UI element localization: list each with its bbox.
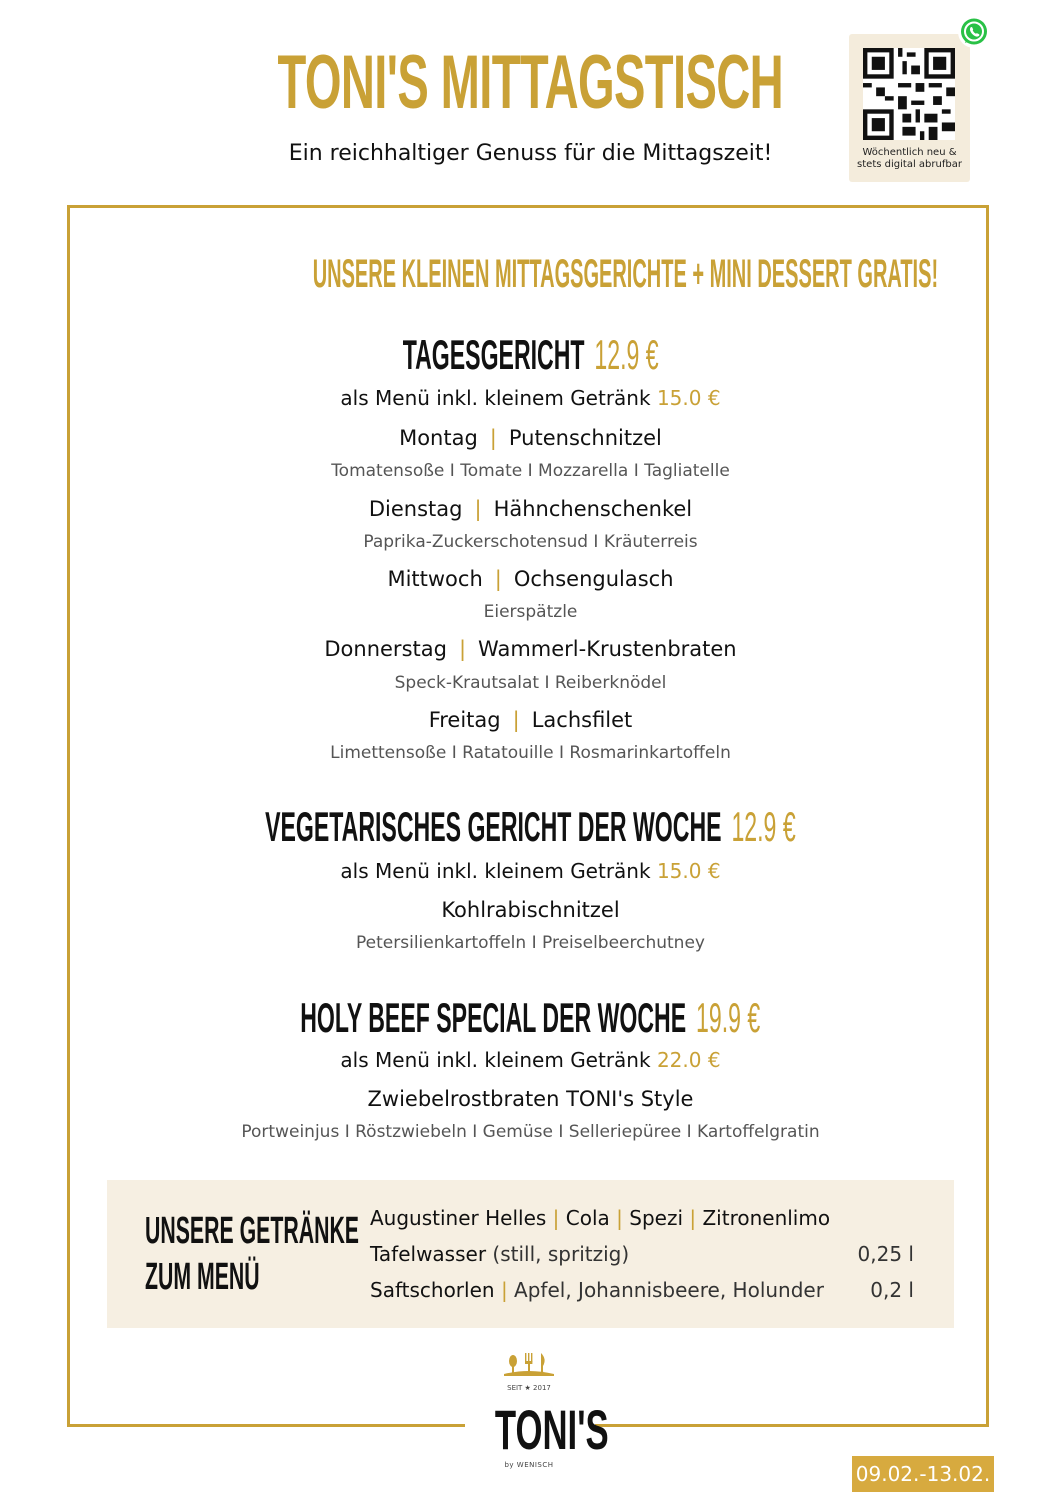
tagesgericht-menu-text: als Menü inkl. kleinem Getränk [340,386,651,410]
dish-label: Wammerl-Krustenbraten [478,637,737,661]
dish-label: Ochsengulasch [513,567,674,591]
day-label: Dienstag [368,497,463,521]
drink-item: Tafelwasser [370,1242,487,1266]
drink-size: 0,25 l [857,1242,914,1266]
holybeef-menu-text: als Menü inkl. kleinem Getränk [340,1048,651,1072]
day-dish-line: Mittwoch | Ochsengulasch [387,567,674,591]
vegetarisch-dish: Kohlrabischnitzel [441,898,620,922]
dish-sides: Paprika-Zuckerschotensud I Kräuterreis [363,532,698,552]
holybeef-sides: Portweinjus I Röstzwiebeln I Gemüse I Selleriepüree I Kartoffelgratin [241,1122,820,1142]
holybeef-menu-price: 22.0 € [656,1048,721,1072]
promo-banner-text: UNSERE KLEINEN MITTAGSGERICHTE + MINI DESSERT GRATIS! [312,252,939,296]
vegetarisch-menu-text: als Menü inkl. kleinem Getränk [340,859,651,883]
day-label: Donnerstag [324,637,447,661]
drink-item: Zitronenlimo [702,1206,831,1230]
page-subtitle: Ein reichhaltiger Genuss für die Mittagszeit! [288,141,773,166]
tagesgericht-menu-price: 15.0 € [656,386,721,410]
page-title: TONI'S MITTAGSTISCH [277,40,784,125]
section-holybeef-heading [0,993,1061,1052]
section-tagesgericht-heading [0,330,1061,389]
section-vegetarisch-heading [0,802,1061,861]
dish-sides: Tomatensoße I Tomate I Mozzarella I Tagliatelle [331,461,730,481]
drink-detail: (still, spritzig) [492,1242,630,1266]
drink-item: Cola [565,1206,610,1230]
qr-caption: Wöchentlich neu & stets digital abrufbar [857,147,962,170]
day-dish-line: Montag | Putenschnitzel [399,426,662,450]
day-label: Freitag [428,708,501,732]
vegetarisch-title: VEGETARISCHES GERICHT DER WOCHE [265,803,722,850]
tagesgericht-title: TAGESGERICHT [402,331,585,378]
drinks-title-line2: ZUM MENÜ [145,1256,260,1298]
tagesgericht-price: 12.9 € [594,331,659,378]
tagesgericht-menu-line [0,386,1061,410]
day-label: Montag [399,426,478,450]
qr-card[interactable] [849,34,970,182]
logo-since: SEIT ★ 2017 [507,1384,551,1392]
cutlery-logo-icon [474,1350,584,1382]
drink-row-water [370,1242,629,1266]
drinks-panel [107,1180,954,1328]
dish-sides: Eierspätzle [483,602,578,622]
logo-byline: by WENISCH [504,1461,554,1469]
dish-sides: Limettensoße I Ratatouille I Rosmarinkartoffeln [330,743,731,763]
drink-row-schorle: Saftschorlen | Apfel, Johannisbeere, Holunder [370,1278,824,1302]
logo-wordmark: TONI'S [494,1398,609,1461]
drink-row-softdrinks: Augustiner Helles | Cola | Spezi | Zitronenlimo [370,1206,831,1230]
vegetarisch-menu-price: 15.0 € [656,859,721,883]
drink-item: Augustiner Helles [370,1206,547,1230]
whatsapp-icon[interactable] [957,15,991,49]
vegetarisch-price: 12.9 € [731,803,796,850]
day-label: Mittwoch [387,567,483,591]
drinks-title-line1: UNSERE GETRÄNKE [145,1210,360,1252]
holybeef-price: 19.9 € [696,994,761,1041]
date-badge: 09.02.-13.02. [852,1456,994,1492]
day-dish-line: Dienstag | Hähnchenschenkel [368,497,693,521]
drink-detail: Apfel, Johannisbeere, Holunder [514,1278,824,1302]
vegetarisch-menu-line [0,859,1061,883]
day-dish-line: Freitag | Lachsfilet [428,708,633,732]
dish-label: Putenschnitzel [508,426,662,450]
holybeef-dish: Zwiebelrostbraten TONI's Style [367,1087,694,1111]
promo-banner [0,252,1061,297]
drink-size: 0,2 l [870,1278,914,1302]
dish-label: Hähnchenschenkel [493,497,693,521]
holybeef-menu-line [0,1048,1061,1072]
drink-item: Saftschorlen [370,1278,495,1302]
vegetarisch-sides: Petersilienkartoffeln I Preiselbeerchutney [356,933,705,953]
drinks-title [145,1208,359,1300]
brand-logo [474,1350,609,1475]
drink-item: Spezi [629,1206,683,1230]
dish-sides: Speck-Krautsalat I Reiberknödel [394,673,667,693]
qr-code-icon[interactable] [863,48,955,140]
dish-label: Lachsfilet [531,708,633,732]
day-dish-line: Donnerstag | Wammerl-Krustenbraten [324,637,737,661]
holybeef-title: HOLY BEEF SPECIAL DER WOCHE [300,994,687,1041]
